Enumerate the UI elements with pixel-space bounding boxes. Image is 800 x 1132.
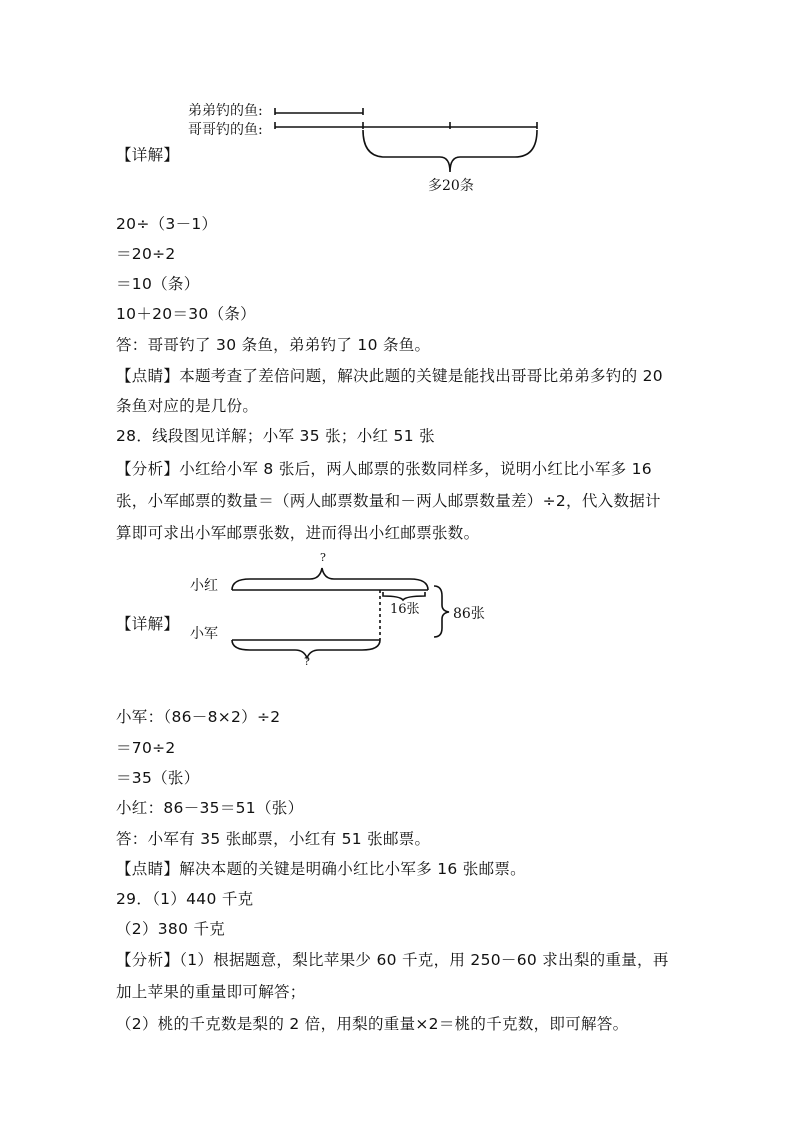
- total-brace: [434, 586, 449, 637]
- diff-label: 16张: [390, 602, 420, 617]
- calc2-line-2: ＝70÷2: [116, 739, 176, 757]
- didi-label: 弟弟钓的鱼:: [188, 103, 263, 119]
- dianjing-1b: 条鱼对应的是几份。: [116, 397, 259, 415]
- gege-label: 哥哥钓的鱼:: [188, 122, 263, 138]
- calc-line-1: 20÷（3－1）: [116, 215, 218, 233]
- xiangjie-label-1: 【详解】: [116, 146, 180, 164]
- fenxi-3a: 【分析】（1）根据题意，梨比苹果少 60 千克，用 250－60 求出梨的重量，再: [116, 951, 669, 969]
- xiaohong-brace: [232, 568, 428, 590]
- fenxi-2a: 【分析】小红给小军 8 张后，两人邮票的张数同样多，说明小红比小军多 16: [116, 460, 652, 478]
- xiangjie-label-2: 【详解】: [116, 615, 180, 633]
- calc-line-2: ＝20÷2: [116, 245, 176, 263]
- calc2-line-3: ＝35（张）: [116, 769, 200, 787]
- answer-1: 答：哥哥钓了 30 条鱼，弟弟钓了 10 条鱼。: [116, 336, 431, 354]
- dianjing-2: 【点睛】解决本题的关键是明确小红比小军多 16 张邮票。: [116, 860, 526, 878]
- question-28-heading: 28．线段图见详解；小军 35 张；小红 51 张: [116, 427, 435, 445]
- calc-line-4: 10＋20＝30（条）: [116, 305, 256, 323]
- fenxi-3c: （2）桃的千克数是梨的 2 倍，用梨的重量×2＝桃的千克数，即可解答。: [116, 1015, 629, 1033]
- xiaojun-label: 小军: [190, 626, 218, 642]
- calc2-line-1: 小军：（86－8×2）÷2: [116, 708, 281, 726]
- fenxi-3b: 加上苹果的重量即可解答；: [116, 983, 306, 1001]
- answer-2: 答：小军有 35 张邮票，小红有 51 张邮票。: [116, 830, 431, 848]
- brace-label: 多20条: [428, 178, 474, 194]
- question-29-heading: 29．（1）440 千克: [116, 890, 254, 908]
- calc-line-3: ＝10（条）: [116, 275, 200, 293]
- fenxi-2b: 张，小军邮票的数量＝（两人邮票数量和－两人邮票数量差）÷2，代入数据计: [116, 492, 661, 510]
- xiaohong-label: 小红: [190, 578, 218, 594]
- question-top: ?: [320, 551, 326, 564]
- calc2-line-4: 小红：86－35＝51（张）: [116, 799, 304, 817]
- total-label: 86张: [453, 606, 485, 622]
- question-29-part2: （2）380 千克: [116, 920, 226, 938]
- question-bottom: ?: [304, 655, 310, 668]
- fenxi-2c: 算即可求出小军邮票张数，进而得出小红邮票张数。: [116, 524, 480, 542]
- dianjing-1a: 【点睛】本题考查了差倍问题，解决此题的关键是能找出哥哥比弟弟多钓的 20: [116, 367, 663, 385]
